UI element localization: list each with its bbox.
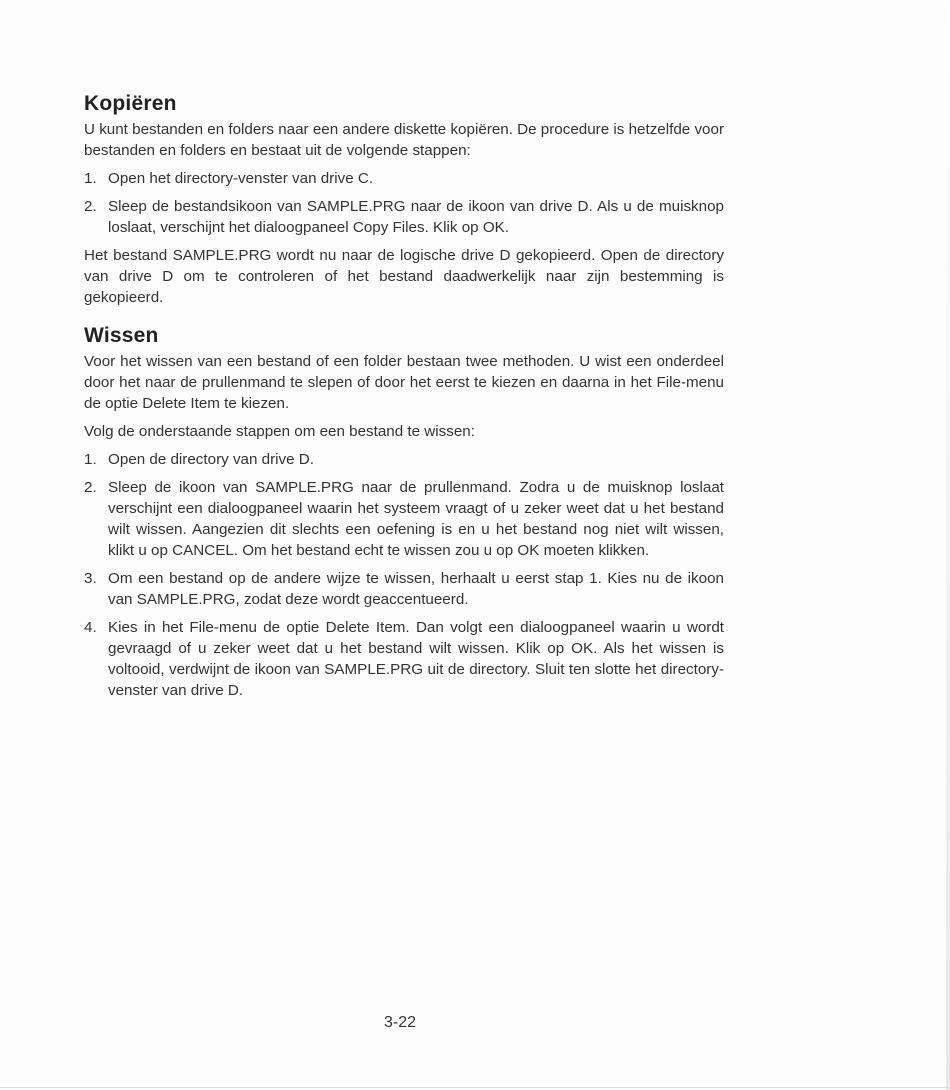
document-page: [84, 92, 724, 708]
step-number: 1.: [84, 451, 97, 468]
steps-list: [84, 449, 724, 701]
section-kopieren: [84, 92, 724, 308]
page-number: 3-22: [383, 1014, 417, 1031]
section-heading: Wissen: [84, 324, 159, 347]
paragraph: U kunt bestanden en folders naar een andere diskette kopiëren. De procedure is hetzelfde voor bestanden en folders en bestaat uit de volgende stappen:: [84, 121, 724, 159]
page-edge: [946, 0, 950, 1090]
step-text: Kies in het File-menu de optie Delete Item. Dan volgt een dialoogpaneel waarin u wordt gevraagd of u zeker weet dat u het bestand wilt wissen. Klik op OK. Als het wissen is voltooid, verdwijnt de ikoon van SAMPLE.PRG uit de directory. Sluit ten slotte het directory-venster van drive D.: [108, 619, 724, 699]
step-number: 1.: [84, 170, 97, 187]
paragraph: Volg de onderstaande stappen om een bestand te wissen:: [84, 423, 475, 440]
step-text: Open het directory-venster van drive C.: [108, 170, 374, 187]
step-text: Sleep de bestandsikoon van SAMPLE.PRG naar de ikoon van drive D. Als u de muisknop loslaat, verschijnt het dialoogpaneel Copy Files. Klik op OK.: [108, 198, 724, 236]
list-item: [84, 568, 724, 610]
list-item: [84, 168, 724, 189]
list-item: [84, 477, 724, 561]
section-wissen: [84, 324, 724, 701]
step-text: Sleep de ikoon van SAMPLE.PRG naar de prullenmand. Zodra u de muisknop loslaat verschijnt een dialoogpaneel waarin het systeem vraagt of u zeker weet dat u het bestand wilt wissen. Aangezien dit slechts een oefening is en u het bestand nog niet wilt wissen, klikt u op CANCEL. Om het bestand echt te wissen zou u op OK moeten klikken.: [108, 479, 724, 559]
step-number: 4.: [84, 619, 97, 636]
step-text: Open de directory van drive D.: [108, 451, 314, 468]
list-item: [84, 617, 724, 701]
step-number: 2.: [84, 479, 97, 496]
paragraph: Het bestand SAMPLE.PRG wordt nu naar de logische drive D gekopieerd. Open de directory van drive D om te controleren of het bestand daadwerkelijk naar zijn bestemming is gekopieerd.: [84, 247, 724, 306]
list-item: [84, 196, 724, 238]
step-text: Om een bestand op de andere wijze te wissen, herhaalt u eerst stap 1. Kies nu de ikoon van SAMPLE.PRG, zodat deze wordt geaccentueerd.: [108, 570, 724, 608]
section-heading: Kopiëren: [84, 92, 177, 115]
steps-list: [84, 168, 724, 238]
step-number: 3.: [84, 570, 97, 587]
step-number: 2.: [84, 198, 97, 215]
list-item: [84, 449, 724, 470]
paragraph: Voor het wissen van een bestand of een folder bestaan twee methoden. U wist een onderdeel door het naar de prullenmand te slepen of door het eerst te kiezen en daarna in het File-menu de optie Delete Item te kiezen.: [84, 353, 724, 412]
page-bottom-edge: [0, 1087, 950, 1088]
